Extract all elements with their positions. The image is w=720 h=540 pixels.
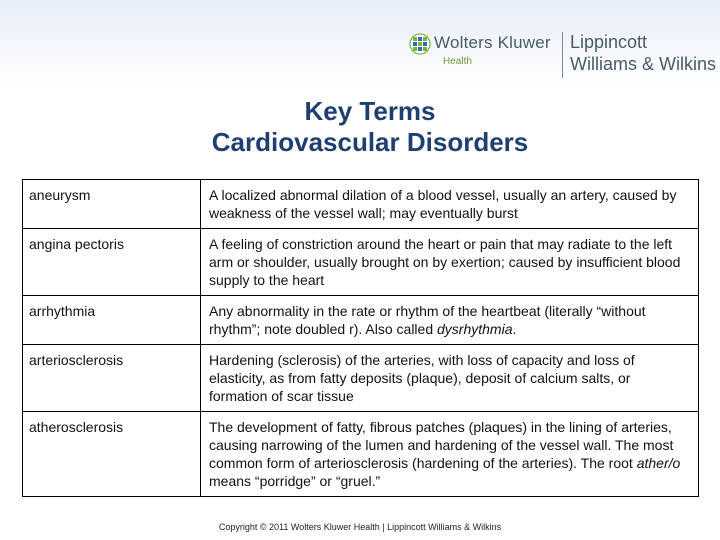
brand-subtitle: Health <box>443 56 472 67</box>
definition-cell <box>201 180 699 229</box>
definition-text: . <box>512 321 517 337</box>
definition-text: A localized abnormal dilation of a blood vessel, usually an artery, caused by weakness of the vessel wall; may eventually burst <box>209 187 677 221</box>
term-cell: angina pectoris <box>23 229 201 296</box>
definition-italic-term: dysrhythmia <box>437 321 513 337</box>
definition-cell <box>201 296 699 345</box>
table-row <box>23 180 699 229</box>
slide-header <box>0 0 720 86</box>
brand-lippincott: Lippincott <box>570 32 648 52</box>
term-cell: aneurysm <box>23 180 201 229</box>
slide-title-line2: Cardiovascular Disorders <box>211 127 529 157</box>
table-row <box>23 229 699 296</box>
definition-text: Any abnormality in the rate or rhythm of the heartbeat (literally “without rhythm”; note doubled r). Also called <box>209 303 646 337</box>
key-terms-table <box>22 179 699 497</box>
brand-williams-wilkins: Williams & Wilkins <box>570 54 716 74</box>
wolters-kluwer-globe-icon <box>409 33 431 55</box>
table-row <box>23 296 699 345</box>
slide-title-line1: Key Terms <box>304 96 436 126</box>
term-cell: arteriosclerosis <box>23 345 201 412</box>
copyright-footer: Copyright © 2011 Wolters Kluwer Health | Lippincott Williams & Wilkins <box>218 522 502 532</box>
definition-text: The development of fatty, fibrous patches (plaques) in the lining of arteries, causing narrowing of the lumen and hardening of the vessel wall. The most common form of arteriosclerosis (hardening of the arteries). The root <box>209 419 674 471</box>
definition-text: Hardening (sclerosis) of the arteries, with loss of capacity and loss of elasticity, as from fatty deposits (plaque), deposit of calcium salts, or formation of scar tissue <box>209 352 635 404</box>
definition-text: A feeling of constriction around the heart or pain that may radiate to the left arm or shoulder, usually brought on by exertion; caused by insufficient blood supply to the heart <box>209 236 681 288</box>
definition-cell <box>201 229 699 296</box>
definition-italic-term: ather/o <box>636 455 681 471</box>
definition-cell <box>201 345 699 412</box>
table-row <box>23 345 699 412</box>
term-cell: atherosclerosis <box>23 412 201 497</box>
brand-name: Wolters Kluwer <box>434 33 551 52</box>
table-row <box>23 412 699 497</box>
brand-divider <box>562 32 563 78</box>
definition-cell <box>201 412 699 497</box>
definition-text: means “porridge” or “gruel.” <box>209 473 381 489</box>
term-cell: arrhythmia <box>23 296 201 345</box>
